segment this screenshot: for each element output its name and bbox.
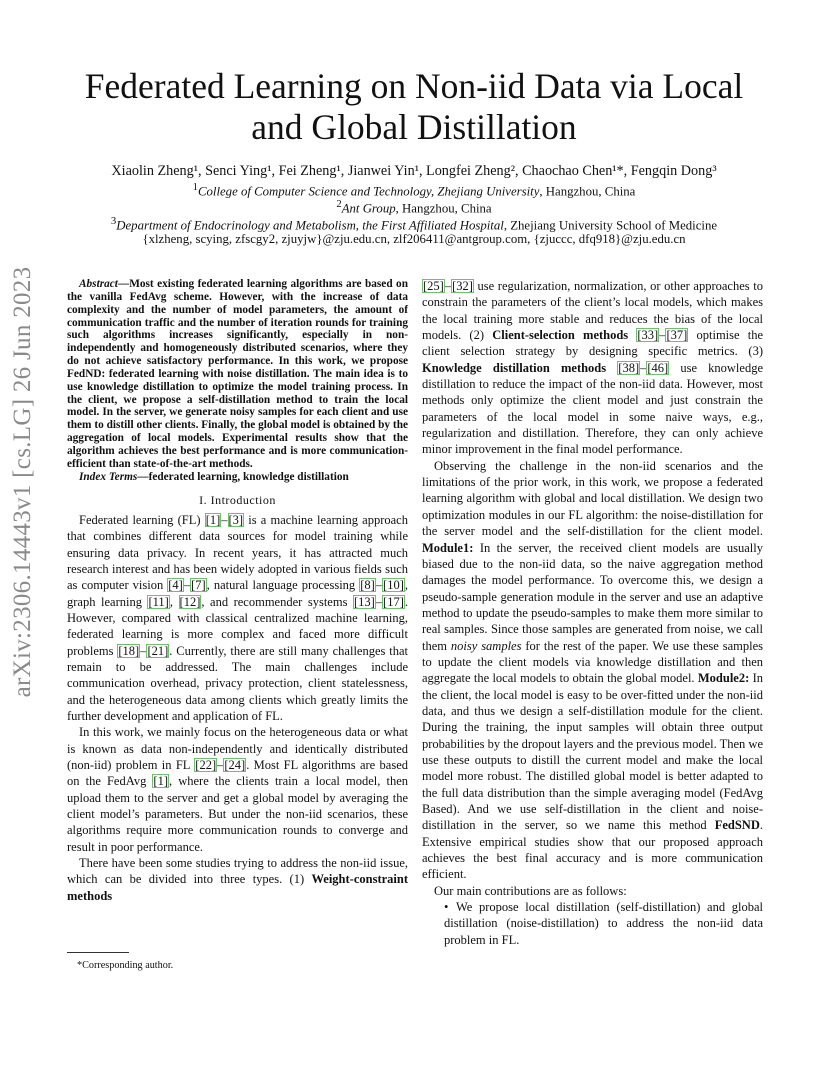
intro-paragraph-1: Federated learning (FL) [1]–[3] is a machine learning approach that combines different data sources for model training while ensuring data privacy. In recent years, it has attracted much research interest and has been widely adopted in various fields such as computer vision [4]–[7], natural language processing [8]–[10], graph learning [11], [12], and recommender systems [13]–[17]. However, compared with classical centralized machine learning, federated learning is more complex and faced more difficult problems [18]–[21]. Currently, there are still many challenges that remain to be addressed. The main challenges include communication overhead, privacy protection, client statelessness, and the heterogeneous data among clients which greatly limits the further development and application of FL.	[67, 512, 408, 723]
citation-link[interactable]: [22]	[195, 758, 217, 772]
citation-link[interactable]: [7]	[191, 578, 206, 593]
citation-link[interactable]: [1]	[153, 774, 168, 789]
arxiv-stamp: arXiv:2306.14443v1 [cs.LG] 26 Jun 2023	[9, 266, 36, 698]
abstract: Abstract—Most existing federated learning algorithms are based on the vanilla FedAvg scheme. However, with the increase of data complexity and the number of model parameters, the amount of communication traffic and the number of iteration rounds for training such algorithms increases significantly, especially in non-independently and homogeneously distributed scenarios, where they do not achieve satisfactory performance. In this work, we propose FedND: federated learning with noise distillation. The main idea is to use knowledge distillation to optimize the model training process. In the client, we propose a self-distillation method to train the local model. In the server, we generate noisy samples for each client and use them to distill other clients. Finally, the global model is obtained by the aggregation of local models. Experimental results show that the algorithm achieves the best performance and is more communication-efficient than state-of-the-art methods.	[67, 278, 408, 470]
citation-link[interactable]: [11]	[148, 594, 169, 609]
citation-link[interactable]: [8]	[360, 578, 375, 593]
left-column	[67, 278, 408, 904]
citation-link[interactable]: [10]	[383, 578, 404, 593]
citation-link[interactable]: [38]	[618, 360, 640, 375]
intro-paragraph-3-cont: [25]–[32] use regularization, normalization, or other approaches to constrain the parameters of the client’s local models, which makes the local training more stable and reduces the bias of the local models. (2) Client-selection methods [33]–[37] optimise the client selection strategy by designing specific metrics. (3) Knowledge distillation methods [38]–[46] use knowledge distillation to reduce the impact of the non-iid data. However, most methods only optimize the client model and just constrain the parameters of the local model in some naive ways, e.g., regularization and distillation. Therefore, they can only achieve minor improvement in the final model performance.	[422, 279, 764, 457]
citation-link[interactable]: [1]	[205, 512, 221, 527]
citation-link[interactable]: [32]	[452, 279, 473, 293]
footnote-rule	[67, 952, 129, 953]
section-heading-introduction: I. Introduction	[199, 492, 276, 507]
affiliation-3: $^3$Department of Endocrinology and Metabolism, the First Affiliated Hospital, Zhejiang University School of Medicine	[110, 216, 718, 233]
intro-paragraph-3: There have been some studies trying to address the non-iid issue, which can be divided into three types. (1) Weight-constraint methods	[67, 856, 408, 903]
intro-paragraph-4: Observing the challenge in the non-iid scenarios and the limitations of the prior work, in this work, we propose a federated learning algorithm with global and local distillation. We design two optimization modules in our FL algorithm: the noise-distillation for the server model and the self-distillation for the client model. Module1: In the server, the received client models are usually biased due to the non-iid data, so the naive aggregation method damages the model performance. To overcome this, we design a pseudo-sample generation module in the server and use an adaptive method to update the pseudo-samples to make them more similar to real samples. Since those samples are generated from noise, we call them noisy samples for the rest of the paper. We use these samples to update the client models via knowledge distillation and then aggregate the local models to obtain the global model. Module2: In the client, the local model is easy to be over-fitted under the non-iid data, and thus we design a self-distillation module for the client. During the training, the input samples will obtain three output probabilities by the dropout layers and the previous model. Then we use these outputs to distill the current model and make the local model more robust. The distilled global model is better adapted to the full data distribution than the simple averaging model (FedAvg Based). And we use self-distillation in the client and noise-distillation in the server, so we name this method FedSND. Extensive empirical studies show that our proposed approach achieves the best final accuracy and is more communication efficient.	[422, 458, 764, 882]
author-emails: {xlzheng, scying, zfscgy2, zjuyjw}@zju.edu.cn, zlf206411@antgroup.com, {zjuccc, dfq918}@zju.edu.cn	[142, 232, 686, 246]
citation-link[interactable]: [4]	[168, 578, 183, 593]
citation-link[interactable]: [25]	[423, 279, 444, 293]
index-terms: Index Terms—federated learning, knowledge distillation	[79, 470, 349, 483]
citation-link[interactable]: [24]	[224, 758, 246, 772]
footnote: *Corresponding author.	[77, 960, 174, 971]
citation-link[interactable]: [21]	[147, 643, 169, 658]
author-list: Xiaolin Zheng¹, Senci Ying¹, Fei Zheng¹, Jianwei Yin¹, Longfei Zheng², Chaochao Chen¹*, Fengqin Dong³	[111, 163, 717, 179]
citation-link[interactable]: [46]	[647, 360, 669, 375]
citation-link[interactable]: [37]	[666, 328, 688, 343]
right-column	[422, 278, 763, 948]
affiliation-2: $^2$Ant Group, Hangzhou, China	[336, 199, 492, 216]
intro-paragraph-2: In this work, we mainly focus on the heterogeneous data or what is known as data non-independently and identically distributed (non-iid) problem in FL [22]–[24]. Most FL algorithms are based on the FedAvg [1], where the clients train a local model, then upload them to the server and get a global model by averaging the client model’s parameters. But under the non-iid scenarios, these algorithms require more communication rounds to converge and result in poor performance.	[67, 725, 408, 854]
contribution-bullet: • We propose local distillation (self-distillation) and global distillation (noise-distillation) to address the non-iid data problem in FL.	[422, 899, 763, 948]
affiliation-1: $^1$College of Computer Science and Technology, Zhejiang University, Hangzhou, China	[192, 182, 636, 199]
bullet-icon: •	[444, 900, 449, 915]
citation-link[interactable]: [3]	[228, 512, 244, 527]
citation-link[interactable]: [18]	[118, 643, 140, 658]
paper-title: Federated Learning on Non-iid Data via Local and Global Distillation	[84, 66, 744, 147]
citation-link[interactable]: [33]	[637, 328, 659, 343]
citation-link[interactable]: [13]	[353, 594, 375, 609]
citation-link[interactable]: [12]	[179, 594, 201, 609]
intro-paragraph-5: Our main contributions are as follows:	[434, 883, 627, 898]
citation-link[interactable]: [17]	[383, 594, 404, 609]
